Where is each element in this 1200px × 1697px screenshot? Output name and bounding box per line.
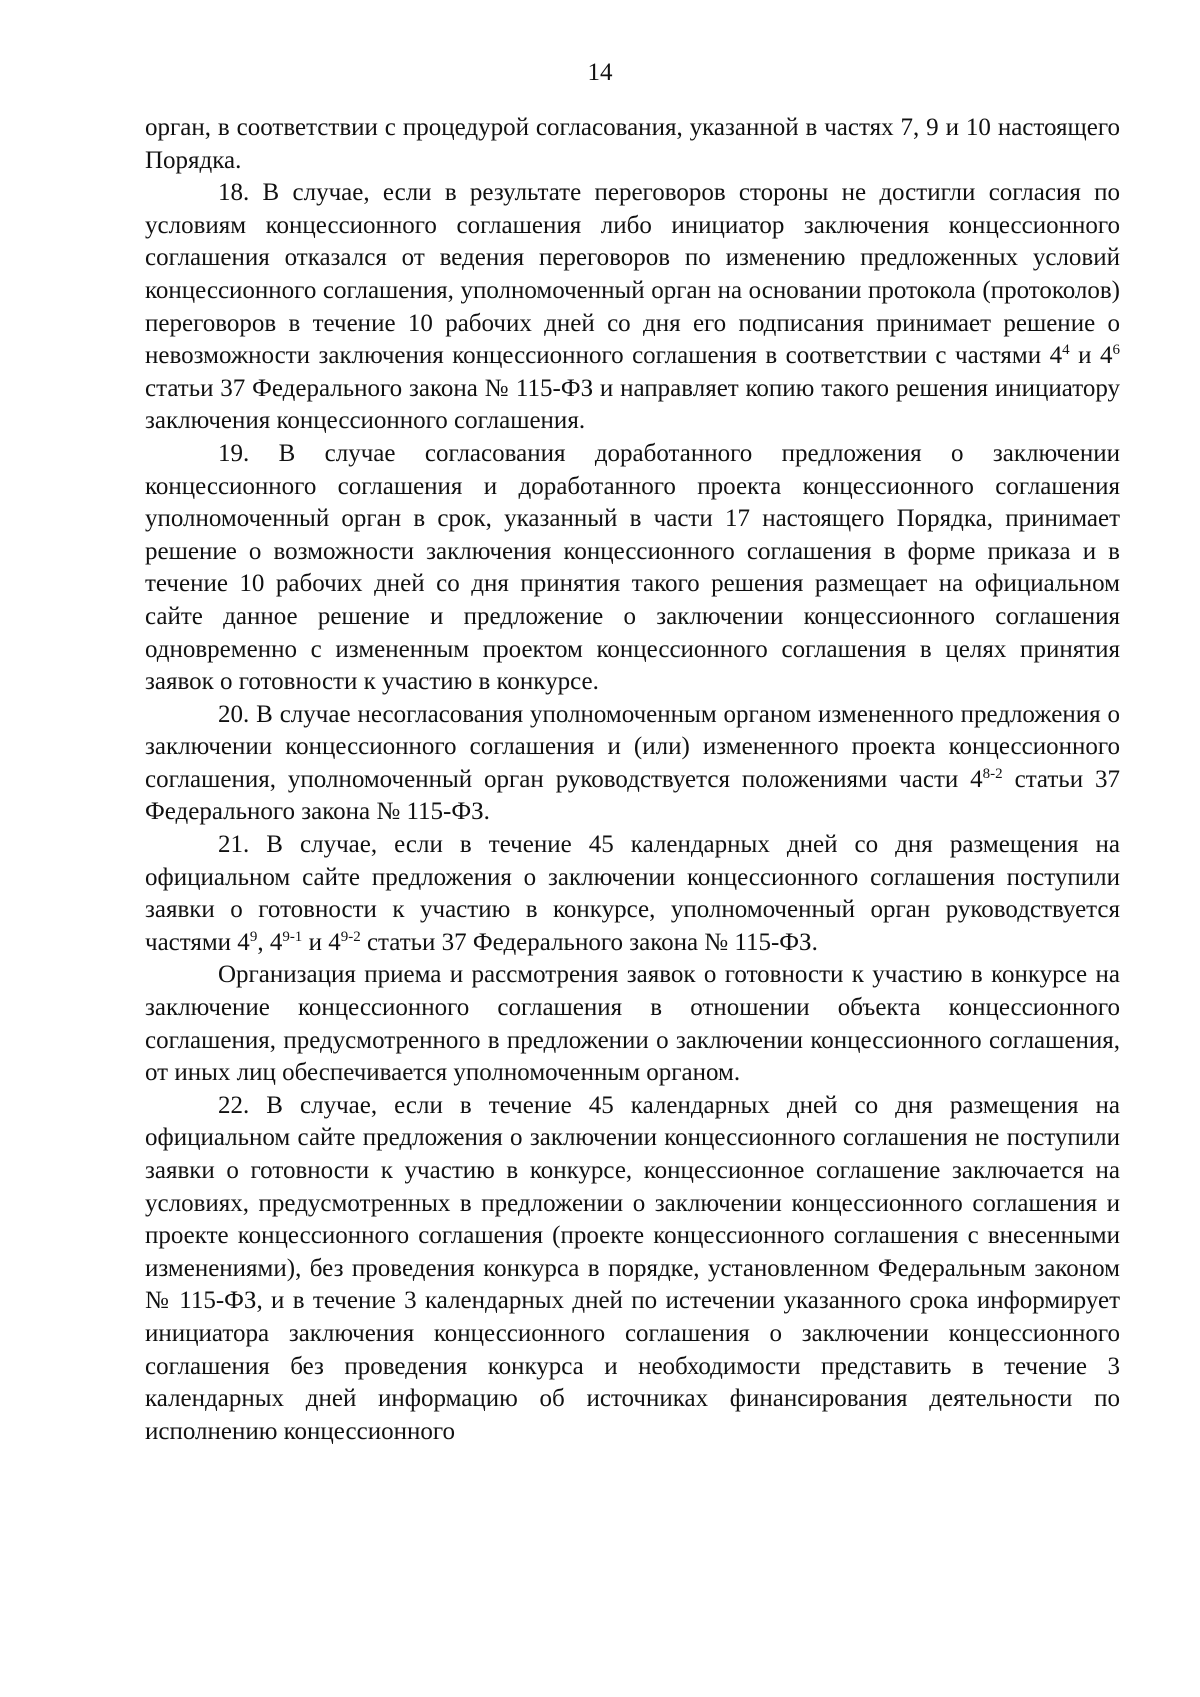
paragraph-21-text-c: и 4 [302, 928, 341, 956]
paragraph-20 [145, 699, 1120, 829]
paragraph-21 [145, 829, 1120, 959]
superscript: 9-2 [340, 928, 361, 945]
superscript: 9-1 [282, 928, 303, 945]
superscript: 6 [1112, 342, 1120, 359]
paragraph-21-text-d: статьи 37 Федерального закона № 115-ФЗ. [360, 928, 818, 956]
paragraph-22: 22. В случае, если в течение 45 календарных дней со дня размещения на официальном сайте предложения о заключении концессионного соглашения не поступили заявки о готовности к участию в конкурсе, концессионное соглашение заключается на условиях, предусмотренных в предложении о заключении концессионного соглашения и проекте концессионного соглашения (проекте концессионного соглашения с внесенными изменениями), без проведения конкурса в порядке, установленном Федеральным законом № 115-ФЗ, и в течение 3 календарных дней по истечении указанного срока информирует инициатора заключения концессионного соглашения о заключении концессионного соглашения без проведения конкурса и необходимости представить в течение 3 календарных дней информацию об источниках финансирования деятельности по исполнению концессионного [145, 1091, 1120, 1445]
document-body [145, 112, 1120, 1448]
paragraph-20-text-b: статьи 37 Федерального закона № 115-ФЗ. [145, 765, 1120, 826]
paragraph-18-text-b: и 4 [1069, 342, 1113, 370]
paragraph-18 [145, 177, 1120, 438]
paragraph-continuation: орган, в соответствии с процедурой согласования, указанной в частях 7, 9 и 10 настоящего Порядка. [145, 114, 1120, 174]
page-number: 14 [587, 59, 613, 86]
superscript: 8-2 [982, 765, 1003, 782]
paragraph-19: 19. В случае согласования доработанного предложения о заключении концессионного соглашения и доработанного проекта концессионного соглашения уполномоченный орган в срок, указанный в части 17 настоящего Порядка, принимает решение о возможности заключения концессионного соглашения в форме приказа и в течение 10 рабочих дней со дня принятия такого решения размещает на официальном сайте данное решение и предложение о заключении концессионного соглашения одновременно с измененным проектом концессионного соглашения в целях принятия заявок о готовности к участию в конкурсе. [145, 439, 1120, 696]
paragraph-21-organization: Организация приема и рассмотрения заявок о готовности к участию в конкурсе на заключение концессионного соглашения в отношении объекта концессионного соглашения, предусмотренного в предложении о заключении концессионного соглашения, от иных лиц обеспечивается уполномоченным органом. [145, 961, 1120, 1087]
paragraph-21-text-a: 21. В случае, если в течение 45 календарных дней со дня размещения на официальном сайте предложения о заключении концессионного соглашения поступили заявки о готовности к участию в конкурсе, уполномоченный орган руководствуется частями 4 [145, 831, 1120, 956]
superscript: 9 [249, 928, 258, 945]
paragraph-18-text-c: статьи 37 Федерального закона № 115-ФЗ и направляет копию такого решения инициатору заключения концессионного соглашения. [145, 374, 1120, 435]
paragraph-20-text-a: 20. В случае несогласования уполномоченным органом измененного предложения о заключении концессионного соглашения и (или) измененного проекта концессионного соглашения, уполномоченный орган руководствуется положениями части 4 [145, 700, 1120, 793]
paragraph-18-text-a: 18. В случае, если в результате переговоров стороны не достигли согласия по условиям концессионного соглашения либо инициатор заключения концессионного соглашения отказался от ведения переговоров по изменению предложенных условий концессионного соглашения, уполномоченный орган на основании протокола (протоколов) переговоров в течение 10 рабочих дней со дня его подписания принимает решение о невозможности заключения концессионного соглашения в соответствии с частями 4 [145, 179, 1120, 370]
superscript: 4 [1062, 342, 1070, 359]
paragraph-21-text-b: , 4 [257, 928, 283, 956]
